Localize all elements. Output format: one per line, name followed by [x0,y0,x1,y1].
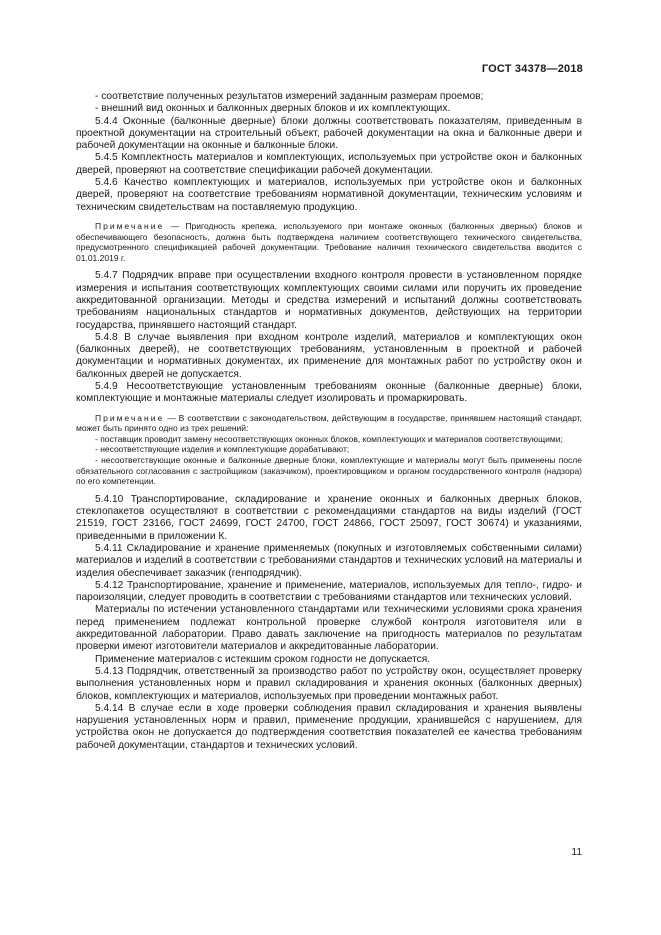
page-number: 11 [571,847,582,858]
clause-5-4-6: 5.4.6 Качество комплектующих и материалов, используемых при устройстве окон и балконных дверей, проверяют на соответствие требованиям нормативной документации, техническим условиям и техническим свидетельствам на поставляемую продукцию. [76,177,582,213]
note-2-item: - поставщик проводит замену несоответствующих оконных блоков, комплектующих и материалов соответствующими; [95,433,563,444]
note-text: — В соответствии с законодательством, действующим в государстве, принявшем настоящий стандарт, может быть принято одно из трех решений: [76,412,582,434]
note-2 [76,413,582,434]
note-2-item: - несоответствующие оконные и балконные дверные блоки, комплектующие и материалы могут быть применены после обязательного согласования с застройщиком (заказчиком), проектировщиком и органом государственного контроля (надзора) по его компетенции. [76,454,582,487]
note-text: — Пригодность крепежа, используемого при монтаже оконных (балконных дверных) блоков и обеспечивающего безопасность, должна быть подтверждена наличием соответствующего технического свидетельства, предусмотренного спецификацией рабочей документации. Требование наличия технического свидетельства вводится с 01.01.2019 г. [76,220,582,263]
note-1 [76,221,582,263]
note-2-item: - несоответствующие изделия и комплектующие дорабатывают; [95,444,350,455]
clause-5-4-10: 5.4.10 Транспортирование, складирование и хранение оконных и балконных дверных блоков, стеклопакетов осуществляют в соответствии с рекомендациями стандартов на виды изделий (ГОСТ 21519, ГОСТ 23166, ГОСТ 24699, ГОСТ 24700, ГОСТ 24866, ГОСТ 25097, ГОСТ 30674) и указаниями, приведенными в приложении К. [76,493,582,542]
paragraph: Материалы по истечении установленного стандартами или техническими условиями срока хранения перед применением подлежат контрольной проверке службой контроля изготовителя или в аккредитованной лаборатории. Право давать заключение на пригодность материалов по результатам проверки имеют изготовители материалов и аккредитованные лаборатории. [76,604,582,653]
paragraph: Применение материалов с истекшим сроком годности не допускается. [95,653,431,665]
document-body [76,91,582,752]
paragraph: - соответствие полученных результатов измерений заданным размерам проемов; [95,91,484,102]
clause-5-4-11: 5.4.11 Складирование и хранение применяемых (покупных и изготовляемых собственными силами) материалов и изделий в соответствии с требованиями стандартов и технических условий на материалы и изделия обеспечивает заказчик (генподрядчик). [76,542,582,579]
clause-5-4-7: 5.4.7 Подрядчик вправе при осуществлении входного контроля провести в установленном порядке измерения и испытания соответствующих комплектующих своими силами или поручить их проведение аккредитованной организации. Методы и средства измерений и испытаний должны соответствовать требованиям национальных стандартов и нормативных документов, действующих на территории государства, принявшего настоящий стандарт. [76,270,582,331]
clause-5-4-12: 5.4.12 Транспортирование, хранение и применение, материалов, используемых для тепло-, гидро- и пароизоляции, следует проводить в соответствии с требованиями стандартов или технических условий. [76,579,582,604]
clause-5-4-13: 5.4.13 Подрядчик, ответственный за производство работ по устройству окон, осуществляет проверку выполнения установленных норм и правил складирования и хранения оконных (балконных дверных) блоков, комплектующих и материалов, используемых при проведении монтажных работ. [76,665,582,702]
page-header-standard-title: ГОСТ 34378—2018 [481,63,583,75]
clause-5-4-9: 5.4.9 Несоответствующие установленным требованиям оконные (балконные дверные) блоки, комплектующие и монтажные материалы следует изолировать и промаркировать. [76,381,582,405]
note-label: Примечание [95,220,165,231]
note-label: Примечание [95,412,165,423]
clause-5-4-14: 5.4.14 В случае если в ходе проверки соблюдения правил складирования и хранения выявлены нарушения установленных норм и правил, применение продукции, хранившейся с нарушением, для устройства окон не допускается до подтверждения соответствия показателей ее качества требованиям рабочей документации, стандартов и технических условий. [76,702,582,751]
clause-5-4-4: 5.4.4 Оконные (балконные дверные) блоки должны соответствовать показателям, приведенным в проектной документации на строительный объект, рабочей документации на окна и балконные двери и рабочей документации на оконные и балконные блоки. [76,115,582,152]
clause-5-4-5: 5.4.5 Комплектность материалов и комплектующих, используемых при устройстве окон и балконных дверей, проверяют на соответствие спецификации рабочей документации. [76,152,582,176]
clause-5-4-8: 5.4.8 В случае выявления при входном контроле изделий, материалов и комплектующих окон (балконных дверей), не соответствующих требованиям, установленным в проектной и рабочей документации и нормативных документах, их применение для монтажных работ по устройству окон и балконных дверей не допускается. [76,331,582,380]
paragraph: - внешний вид оконных и балконных дверных блоков и их комплектующих. [95,103,451,115]
